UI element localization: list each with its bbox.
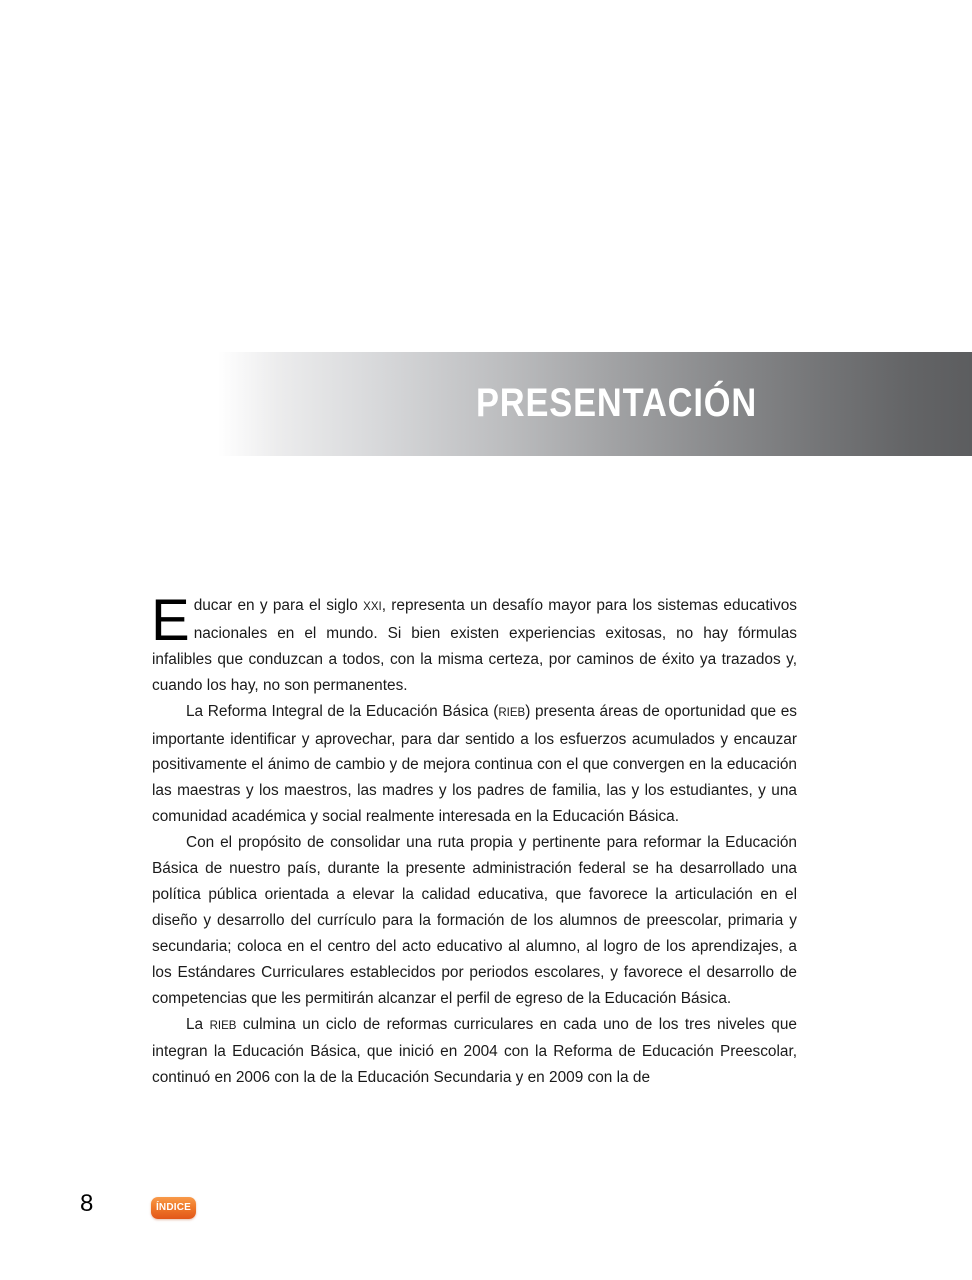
acronym-rieb: RIEB — [498, 706, 526, 719]
index-button[interactable]: ÍNDICE — [151, 1197, 196, 1219]
drop-cap: E — [151, 588, 190, 653]
body-text — [151, 588, 797, 1091]
paragraph-4: La RIEB culmina un ciclo de reformas curriculares en cada uno de los tres niveles que integran la Educación Básica, que inició en 2004 con la Reforma de Educación Preescolar, continuó en 2006 con la de la Educación Secundaria y en 2009 con la de — [152, 1015, 797, 1087]
page-title: PRESENTACIÓN — [476, 381, 758, 425]
section-banner — [218, 352, 972, 456]
paragraph-2: La Reforma Integral de la Educación Básica (RIEB) presenta áreas de oportunidad que es importante identificar y aprovechar, para dar sentido a los esfuerzos acumulados y encauzar positivamente el ánimo de cambio y de mejora continua con el que convergen en la educación las maestras y los maestros, las madres y los padres de familia, las y los estudiantes, y una comunidad académica y social realmente interesada en la Educación Básica. — [152, 702, 797, 826]
paragraph-1: Educar en y para el siglo XXI, representa un desafío mayor para los sistemas educativos nacionales en el mundo. Si bien existen experiencias exitosas, no hay fórmulas infalibles que conduzcan a todos, con la misma certeza, por caminos de éxito ya trazados y, cuando los hay, no son permanentes. — [151, 588, 797, 694]
paragraph-3: Con el propósito de consolidar una ruta propia y pertinente para reformar la Educación Básica de nuestro país, durante la presente administración federal se ha desarrollado una política pública orientada a elevar la calidad educativa, que favorece la articulación en el diseño y desarrollo del currículo para la formación de los alumnos de preescolar, primaria y secundaria; coloca en el centro del acto educativo al alumno, al logro de los aprendizajes, a los Estándares Curriculares establecidos por periodos escolares, y favorece el desarrollo de competencias que les permitirán alcanzar el perfil de egreso de la Educación Básica. — [152, 834, 797, 1007]
page-number: 8 — [80, 1190, 94, 1217]
acronym-rieb: RIEB — [209, 1019, 237, 1032]
century-abbrev: XXI — [363, 601, 382, 613]
